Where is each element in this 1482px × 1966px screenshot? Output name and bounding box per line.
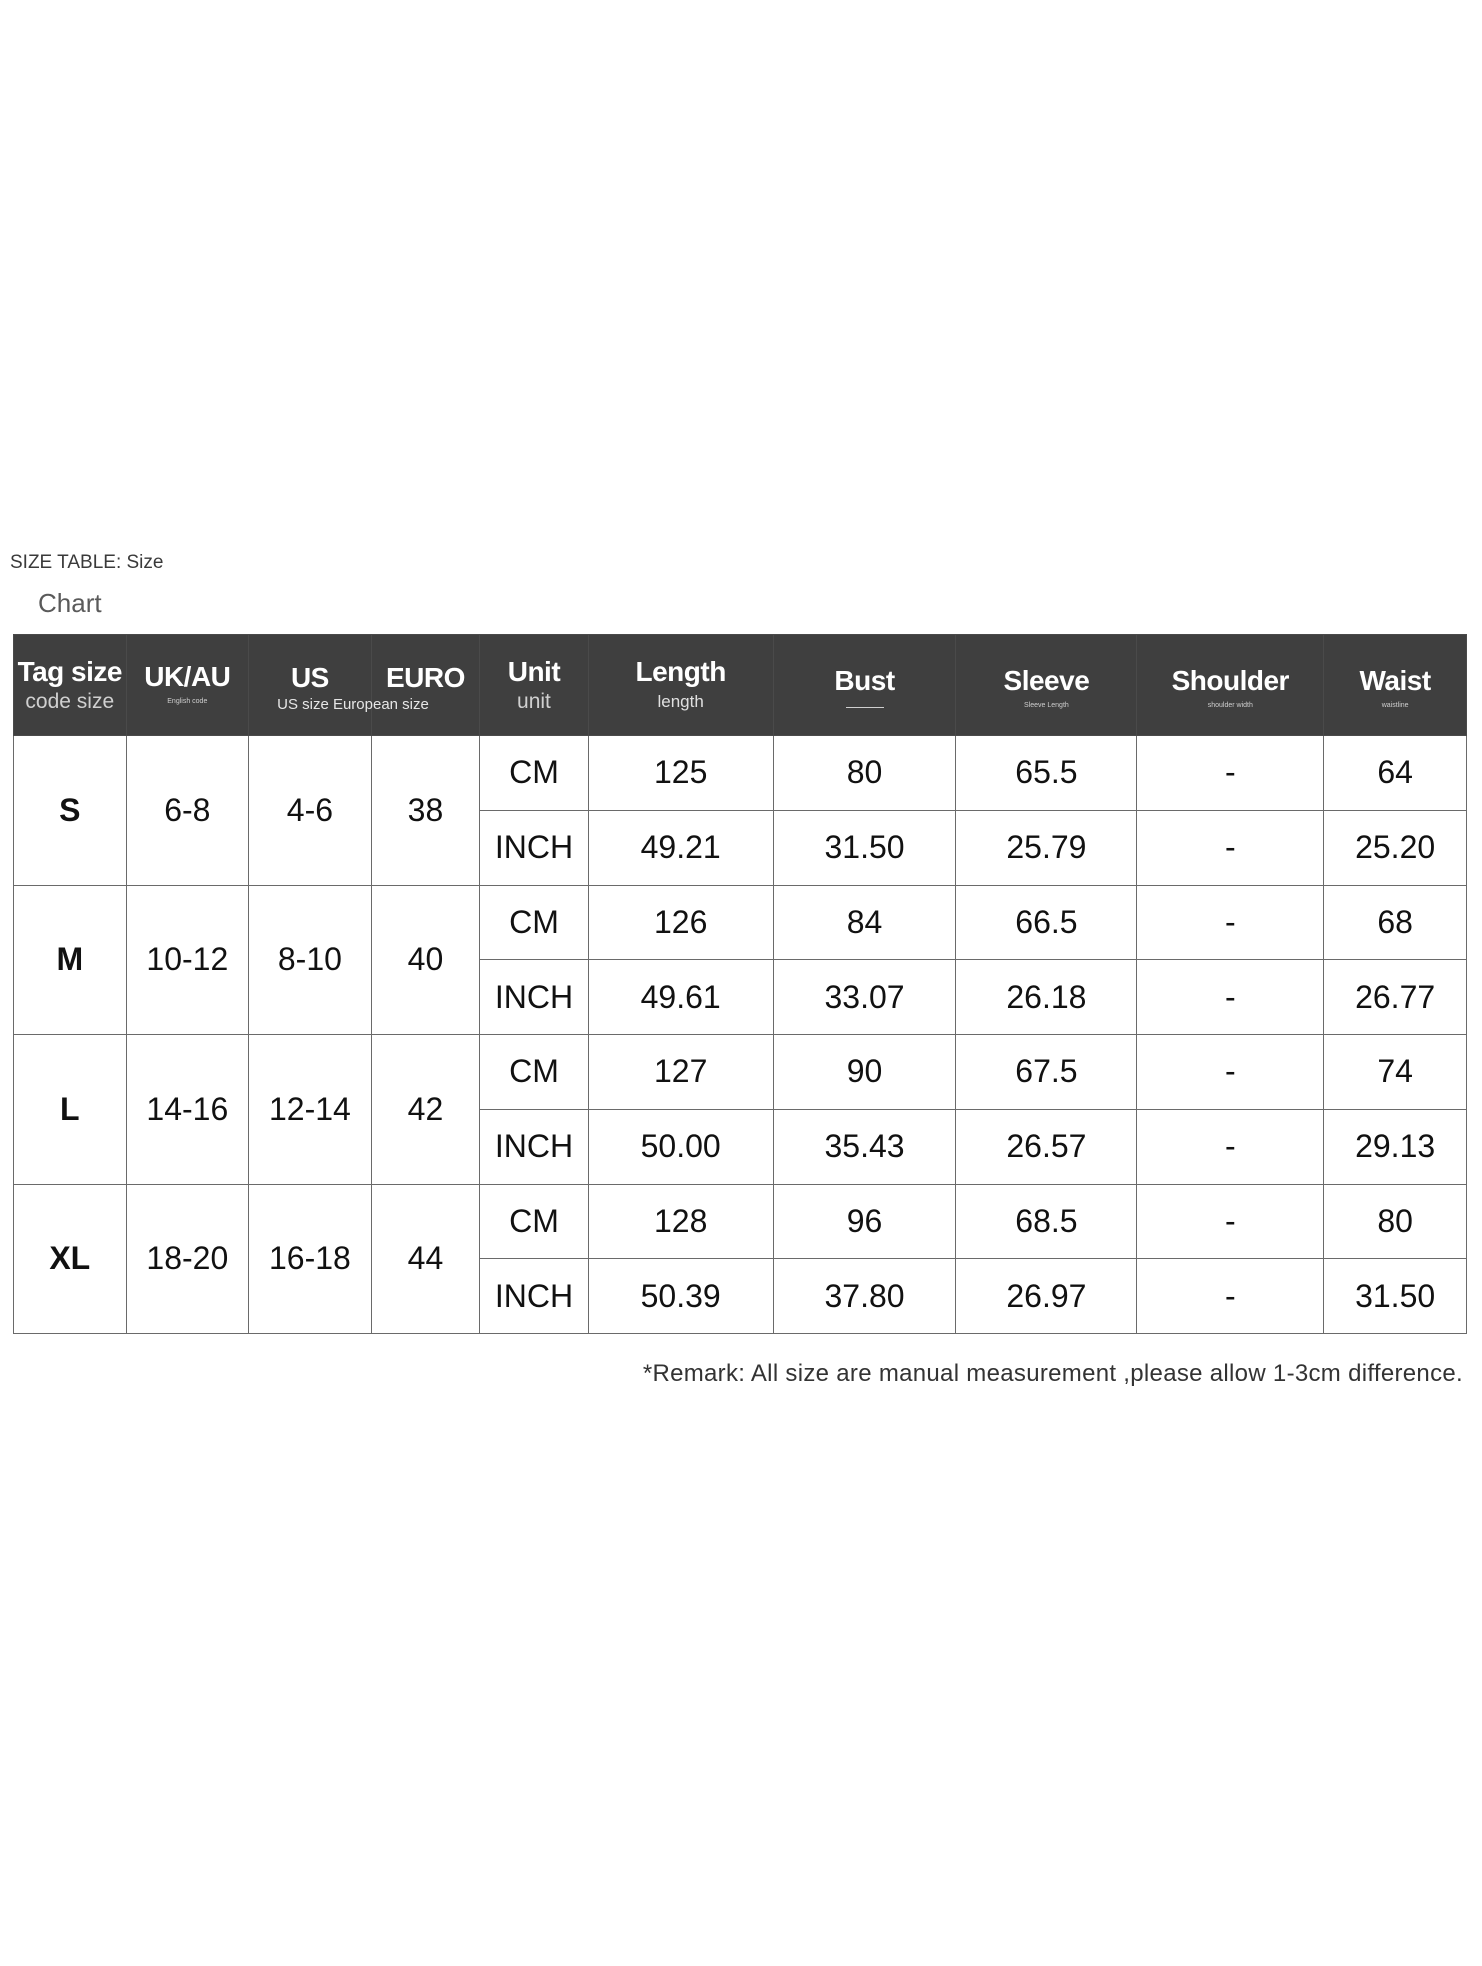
header-row	[14, 635, 1467, 736]
bust-cell: 96	[773, 1184, 956, 1259]
table-row-l-cm	[14, 1035, 1467, 1110]
header-unit	[480, 635, 589, 736]
uk-au-cell: 10-12	[126, 885, 249, 1035]
header-shoulder-label: Shoulder	[1171, 665, 1289, 696]
header-length	[588, 635, 773, 736]
table-row-m-cm	[14, 885, 1467, 960]
header-tag-size-sublabel: code size	[25, 690, 115, 713]
header-tag-size	[14, 635, 127, 736]
header-length-sublabel: length	[657, 692, 704, 711]
header-waist-sublabel: waistline	[1381, 702, 1409, 709]
waist-cell: 29.13	[1324, 1109, 1467, 1184]
bust-cell: 31.50	[773, 810, 956, 885]
remark-note: *Remark: All size are manual measurement ,please allow 1-3cm difference.	[642, 1360, 1463, 1387]
sleeve-cell: 26.97	[956, 1259, 1137, 1334]
unit-cell: CM	[480, 1184, 589, 1259]
sleeve-cell: 26.57	[956, 1109, 1137, 1184]
header-uk-au	[126, 635, 249, 736]
euro-cell: 40	[371, 885, 480, 1035]
unit-cell: CM	[480, 885, 589, 960]
us-cell: 16-18	[249, 1184, 372, 1334]
length-cell: 125	[588, 736, 773, 811]
shoulder-cell: -	[1137, 885, 1324, 960]
header-euro	[371, 635, 480, 736]
header-bust-label: Bust	[834, 665, 895, 696]
header-waist-label: Waist	[1359, 665, 1431, 696]
waist-cell: 26.77	[1324, 960, 1467, 1035]
uk-au-cell: 6-8	[126, 736, 249, 886]
shoulder-cell: -	[1137, 736, 1324, 811]
bust-cell: 90	[773, 1035, 956, 1110]
waist-cell: 25.20	[1324, 810, 1467, 885]
waist-cell: 80	[1324, 1184, 1467, 1259]
table-row-s-cm	[14, 736, 1467, 811]
table-row-xl-cm	[14, 1184, 1467, 1259]
us-cell: 8-10	[249, 885, 372, 1035]
sleeve-cell: 25.79	[956, 810, 1137, 885]
unit-cell: CM	[480, 736, 589, 811]
header-unit-sublabel: unit	[517, 690, 551, 713]
bust-cell: 35.43	[773, 1109, 956, 1184]
header-euro-label: EURO	[385, 662, 465, 693]
unit-cell: INCH	[480, 1259, 589, 1334]
unit-cell: INCH	[480, 810, 589, 885]
length-cell: 127	[588, 1035, 773, 1110]
header-sleeve-label: Sleeve	[1003, 665, 1090, 696]
sleeve-cell: 68.5	[956, 1184, 1137, 1259]
shoulder-cell: -	[1137, 960, 1324, 1035]
size-table	[13, 634, 1467, 1334]
caption-subtitle: Chart	[38, 588, 102, 618]
sleeve-cell: 26.18	[956, 960, 1137, 1035]
bust-cell: 84	[773, 885, 956, 960]
tag-size-cell: M	[14, 885, 127, 1035]
length-cell: 50.00	[588, 1109, 773, 1184]
length-cell: 128	[588, 1184, 773, 1259]
header-bust-underline	[846, 707, 884, 708]
waist-cell: 31.50	[1324, 1259, 1467, 1334]
us-cell: 4-6	[249, 736, 372, 886]
bust-cell: 80	[773, 736, 956, 811]
waist-cell: 74	[1324, 1035, 1467, 1110]
length-cell: 49.21	[588, 810, 773, 885]
waist-cell: 68	[1324, 885, 1467, 960]
sleeve-cell: 65.5	[956, 736, 1137, 811]
sleeve-cell: 67.5	[956, 1035, 1137, 1110]
caption-title: SIZE TABLE: Size	[10, 552, 164, 573]
shoulder-cell: -	[1137, 1109, 1324, 1184]
shoulder-cell: -	[1137, 1035, 1324, 1110]
euro-cell: 38	[371, 736, 480, 886]
header-us-label: US	[290, 662, 329, 693]
euro-cell: 42	[371, 1035, 480, 1185]
waist-cell: 64	[1324, 736, 1467, 811]
shoulder-cell: -	[1137, 1184, 1324, 1259]
tag-size-cell: L	[14, 1035, 127, 1185]
header-unit-label: Unit	[507, 656, 561, 687]
header-sleeve-sublabel: Sleeve Length	[1024, 702, 1069, 709]
header-us-euro-sublabel: US size European size	[277, 696, 429, 713]
header-length-label: Length	[635, 656, 726, 687]
length-cell: 50.39	[588, 1259, 773, 1334]
header-tag-size-label: Tag size	[17, 656, 122, 687]
unit-cell: INCH	[480, 1109, 589, 1184]
bust-cell: 33.07	[773, 960, 956, 1035]
unit-cell: CM	[480, 1035, 589, 1110]
euro-cell: 44	[371, 1184, 480, 1334]
shoulder-cell: -	[1137, 1259, 1324, 1334]
length-cell: 49.61	[588, 960, 773, 1035]
header-uk-au-sublabel: English code	[167, 698, 208, 705]
uk-au-cell: 18-20	[126, 1184, 249, 1334]
header-shoulder	[1137, 635, 1324, 736]
header-waist	[1324, 635, 1467, 736]
header-uk-au-label: UK/AU	[144, 661, 231, 692]
header-sleeve	[956, 635, 1137, 736]
length-cell: 126	[588, 885, 773, 960]
header-bust	[773, 635, 956, 736]
tag-size-cell: S	[14, 736, 127, 886]
header-shoulder-sublabel: shoulder width	[1207, 702, 1253, 709]
header-us	[249, 635, 429, 736]
unit-cell: INCH	[480, 960, 589, 1035]
us-cell: 12-14	[249, 1035, 372, 1185]
bust-cell: 37.80	[773, 1259, 956, 1334]
sleeve-cell: 66.5	[956, 885, 1137, 960]
shoulder-cell: -	[1137, 810, 1324, 885]
uk-au-cell: 14-16	[126, 1035, 249, 1185]
tag-size-cell: XL	[14, 1184, 127, 1334]
